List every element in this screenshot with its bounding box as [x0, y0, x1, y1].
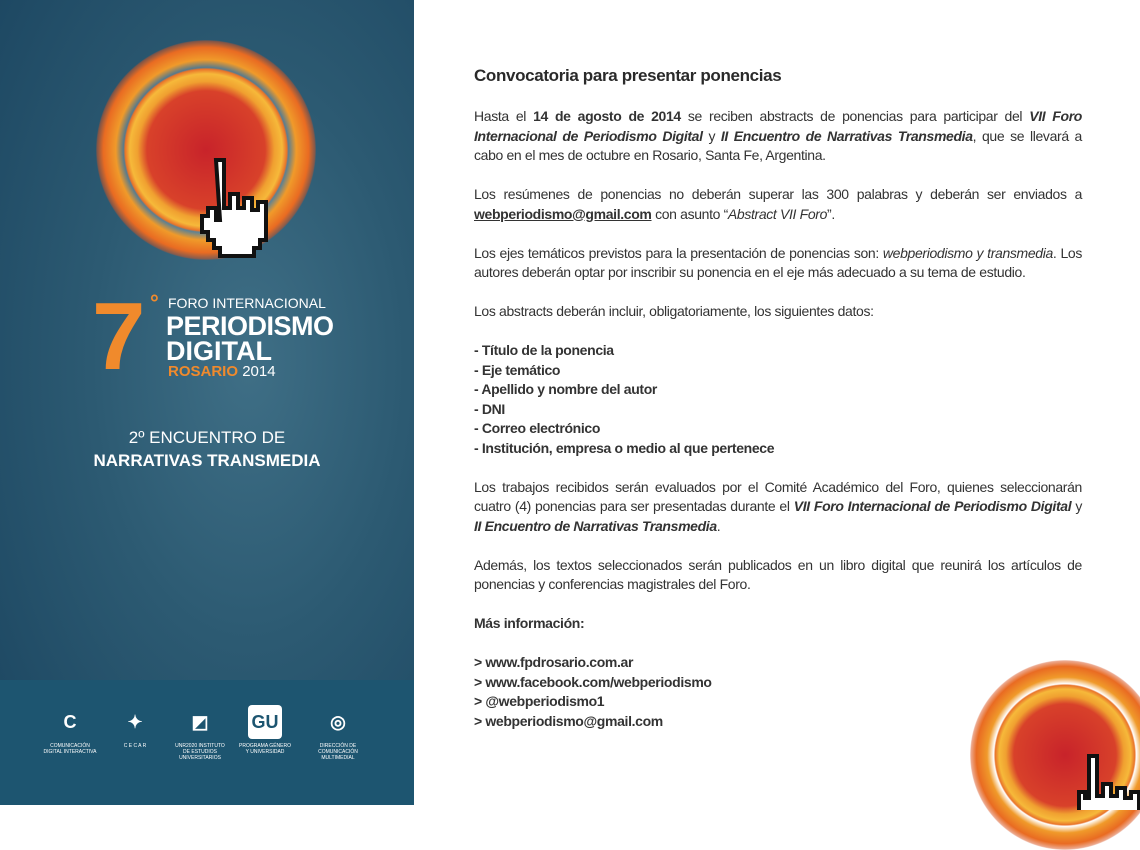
email-link[interactable]: webperiodismo@gmail.com	[474, 205, 652, 222]
facebook-link[interactable]: > www.facebook.com/webperiodismo	[474, 673, 712, 690]
sponsor-logo: GU PROGRAMA GÉNERO Y UNIVERSIDAD	[237, 705, 293, 755]
more-info-heading: Más información:	[474, 615, 585, 631]
doc-title: Convocatoria para presentar ponencias	[474, 66, 782, 85]
topics-paragraph: Los ejes temáticos previstos para la presentación de ponencias son: webperiodismo y transmedia. Los autores deberán optar por inscribir su ponencia en el eje más adecuado a su tema de estudio.	[474, 244, 1082, 280]
hand-cursor-icon	[186, 152, 276, 262]
contact-links	[474, 653, 1082, 731]
encuentro-title: 2º ENCUENTRO DE NARRATIVAS TRANSMEDIA	[93, 428, 321, 470]
call-for-papers	[474, 66, 1082, 731]
sponsor-logo: ◎ DIRECCIÓN DE COMUNICACIÓN MULTIMEDIAL	[318, 712, 358, 761]
twitter-link[interactable]: > @webperiodismo1	[474, 693, 605, 709]
sponsor-logo: ◩ UNR2020 INSTITUTO DE ESTUDIOS UNIVERSITARIOS	[175, 712, 225, 761]
sponsor-logo: C COMUNICACIÓN DIGITAL INTERACTIVA	[43, 712, 97, 755]
requirements-intro: Los abstracts deberán incluir, obligatoriamente, los siguientes datos:	[474, 303, 874, 319]
requirements-list: - Título de la ponencia - Eje temático - Apellido y nombre del autor - DNI - Correo electrónico - Institución, empresa o medio al que pertenece	[474, 342, 775, 456]
poster-panel: 7 ° FORO INTERNACIONAL PERIODISMO DIGITAL ROSARIO 2014 2º ENCUENTRO DE NARRATIVAS TRANSMEDIA C COMUNICACIÓN DIGITAL INTERACTIVA ✦ C E C A R ◩ UNR2020 INSTITUTO DE ESTUDIOS UNIVERSITARIOS GU PROGRAMA GÉNERO Y UNIVERSIDAD ◎ DIRECCIÓN DE COMUNICACIÓN MULTIMEDIAL	[0, 0, 414, 805]
hand-cursor-icon	[1065, 750, 1140, 810]
email-contact-link[interactable]: > webperiodismo@gmail.com	[474, 712, 663, 729]
sponsor-logo: ✦ C E C A R	[123, 712, 147, 749]
intro-paragraph: Hasta el 14 de agosto de 2014 se reciben abstracts de ponencias para participar del VII Foro Internacional de Periodismo Digital y II Encuentro de Narrativas Transmedia, que se llevará a cabo en el mes de octubre en Rosario, Santa Fe, Argentina.	[474, 108, 1082, 163]
evaluation-paragraph: Los trabajos recibidos serán evaluados por el Comité Académico del Foro, quienes seleccionarán cuatro (4) ponencias para ser presentadas durante el VII Foro Internacional de Periodismo Digital y II Encuentro de Narrativas Transmedia.	[474, 478, 1082, 534]
website-link[interactable]: > www.fpdrosario.com.ar	[474, 654, 634, 670]
submission-paragraph: Los resúmenes de ponencias no deberán superar las 300 palabras y deberán ser enviados a webperiodismo@gmail.com con asunto “Abstract VII Foro”.	[474, 186, 1082, 222]
publication-paragraph: Además, los textos seleccionados serán publicados en un libro digital que reunirá los artículos de ponencias y conferencias magistrales del Foro.	[474, 556, 1082, 592]
